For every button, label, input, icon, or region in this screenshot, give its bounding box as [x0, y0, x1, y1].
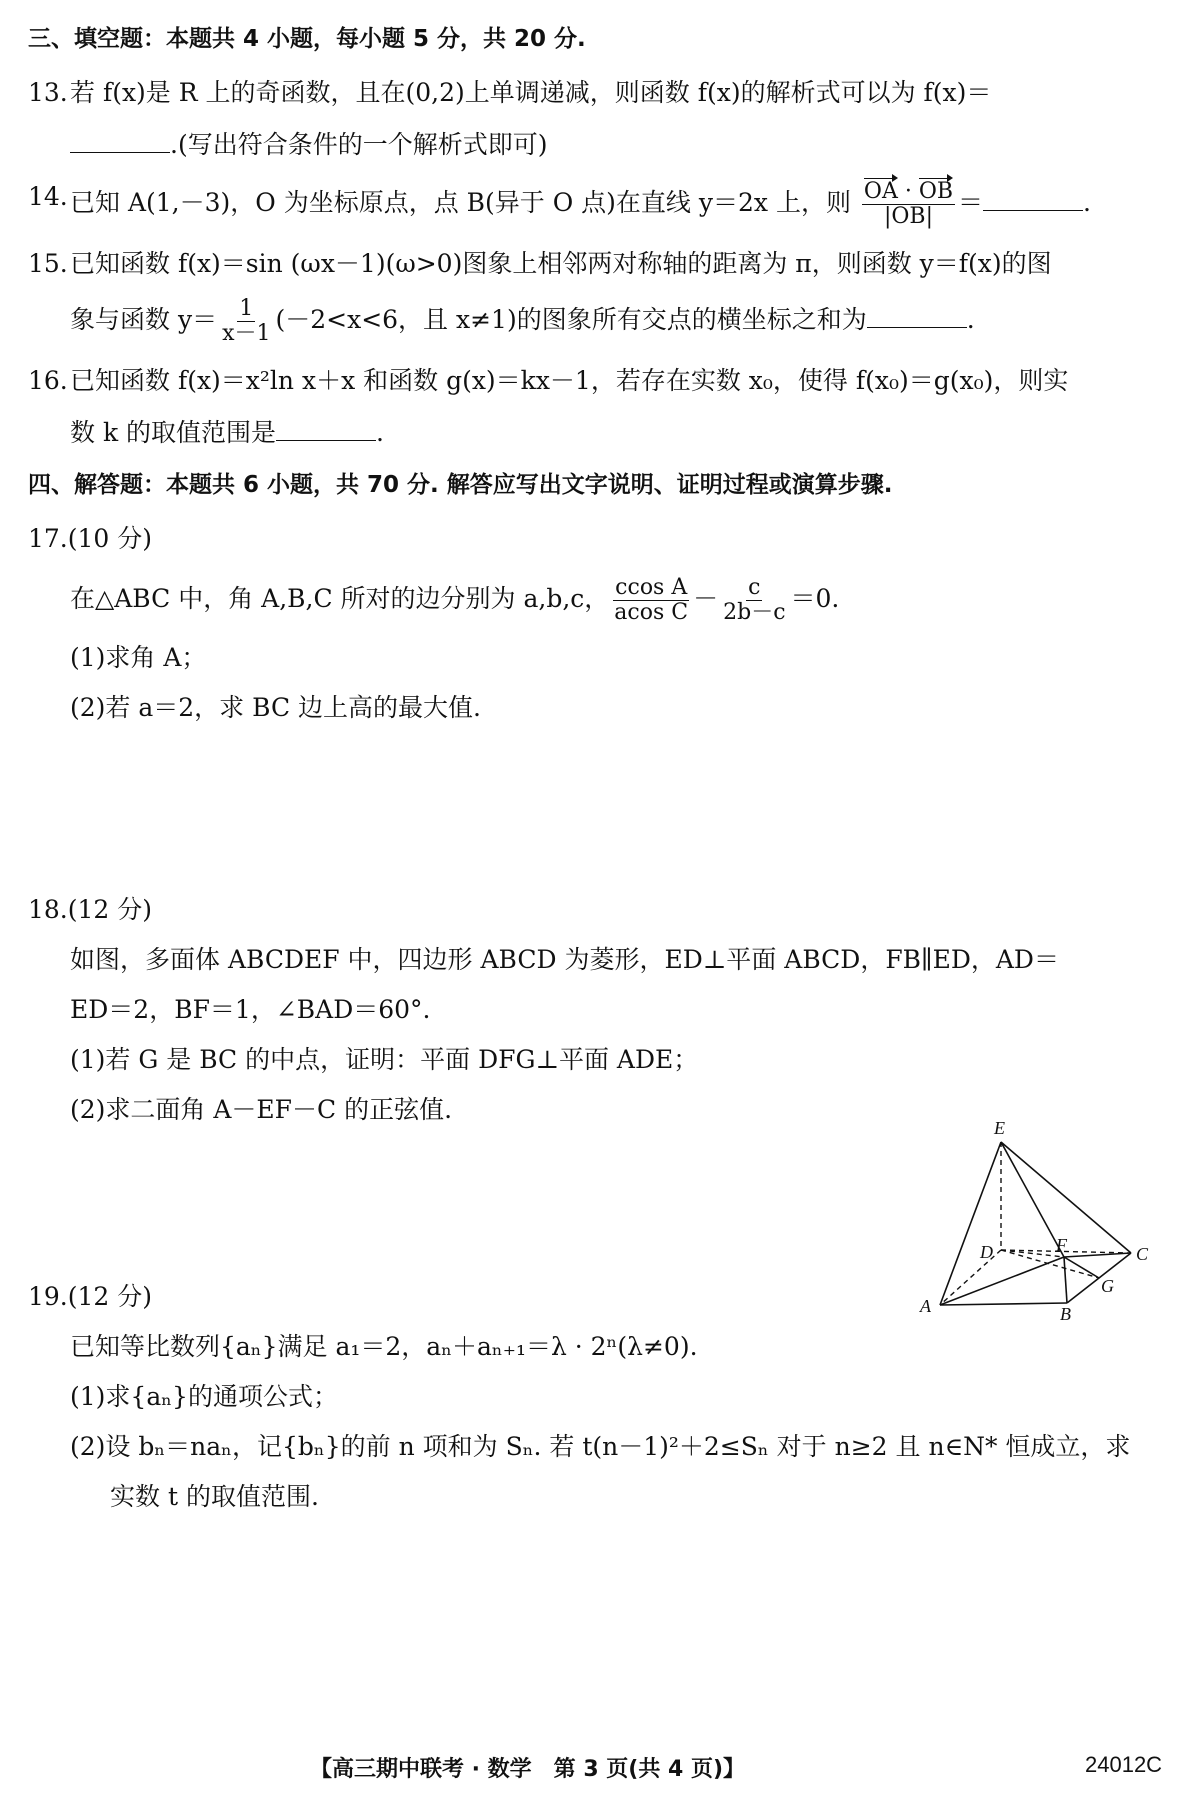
q17-stem-end: ＝0.	[790, 584, 840, 613]
vector-ob-magnitude: |OB|	[883, 204, 933, 229]
fraction-denominator: 2b－c	[723, 600, 786, 625]
question-number: 16.	[28, 366, 68, 395]
edge-fb	[1064, 1257, 1067, 1303]
answer-blank	[867, 301, 967, 328]
q17-stem: 在△ABC 中，角 A,B,C 所对的边分别为 a,b,c，	[70, 584, 610, 613]
vector-fraction	[862, 180, 955, 229]
dot-operator: ·	[897, 179, 919, 204]
q13-text: 若 f(x)是 R 上的奇函数，且在(0,2)上单调递减，则函数 f(x)的解析式可以为 f(x)＝	[70, 78, 992, 107]
question-number: 18.	[28, 895, 68, 924]
q18-part1: (1)若 G 是 BC 的中点，证明：平面 DFG⊥平面 ADE；	[70, 1045, 699, 1074]
q15-line1: 已知函数 f(x)＝sin (ωx－1)(ω>0)图象上相邻两对称轴的距离为 π，则函数 y＝f(x)的图	[70, 249, 1052, 278]
question-number: 17.	[28, 524, 68, 553]
question-number: 15.	[28, 249, 68, 278]
question-15: 15. 已知函数 f(x)＝sin (ωx－1)(ω>0)图象上相邻两对称轴的距离为 π，则函数 y＝f(x)的图 象与函数 y＝ $\frac{1}{x-1}$ (－2<x<6，且 x≠1)的图象所有交点的横坐标之和为 .	[28, 249, 1052, 346]
answer-space	[28, 743, 1170, 893]
q18-part2: (2)求二面角 A－EF－C 的正弦值.	[70, 1095, 453, 1124]
edge-ae	[940, 1142, 1001, 1305]
minus-sign: －	[693, 584, 719, 613]
question-score: (12 分)	[67, 895, 153, 924]
q18-line2: ED＝2，BF＝1，∠BAD＝60°.	[70, 995, 431, 1024]
q17-part1: (1)求角 A；	[70, 643, 207, 672]
q13-note: .(写出符合条件的一个解析式即可)	[170, 130, 548, 159]
edge-ef	[1001, 1142, 1064, 1257]
label-g: G	[1101, 1276, 1114, 1296]
answer-blank	[276, 414, 376, 441]
edge-dg-hidden	[1001, 1250, 1099, 1278]
footer-title: 【高三期中联考 · 数学 第 3 页(共 4 页)】	[310, 1757, 746, 1782]
question-13	[28, 76, 1170, 162]
question-14: 14. 已知 A(1,－3)，O 为坐标原点，点 B(异于 O 点)在直线 y＝2x 上，则 $\frac{OA \cdot OB}{|OB|}$ ＝ .	[28, 179, 1091, 229]
fraction-numerator: c	[748, 575, 761, 600]
q18-line1: 如图，多面体 ABCDEF 中，四边形 ABCD 为菱形，ED⊥平面 ABCD，FB∥ED，AD＝	[70, 945, 1059, 974]
side-fraction	[721, 576, 787, 625]
section-fill-in-heading: 三、填空题：本题共 4 小题，每小题 5 分，共 20 分.	[28, 26, 586, 52]
answer-blank	[70, 126, 170, 153]
question-16: 16. 已知函数 f(x)＝x²ln x＋x 和函数 g(x)＝kx－1，若存在实数 x₀，使得 f(x₀)＝g(x₀)，则实 数 k 的取值范围是 .	[28, 366, 1069, 447]
fraction-denominator: acos C	[614, 600, 689, 625]
q19-part1: (1)求{aₙ}的通项公式；	[70, 1382, 338, 1411]
question-18	[28, 893, 1170, 1127]
label-b: B	[1060, 1304, 1071, 1320]
question-score: (10 分)	[67, 524, 153, 553]
q16-line1: 已知函数 f(x)＝x²ln x＋x 和函数 g(x)＝kx－1，若存在实数 x₀，使得 f(x₀)＝g(x₀)，则实	[70, 366, 1069, 395]
fraction-numerator: 1	[239, 296, 254, 321]
fraction-numerator: ccos A	[615, 575, 688, 600]
function-fraction	[220, 297, 272, 346]
label-a: A	[920, 1296, 931, 1316]
equals-sign: ＝	[958, 188, 984, 217]
question-number: 19.	[28, 1282, 68, 1311]
vector-oa: OA	[863, 179, 898, 204]
exam-code: 24012C	[1085, 1752, 1163, 1777]
label-f: F	[1056, 1235, 1067, 1255]
section-answer-heading: 四、解答题：本题共 6 小题，共 70 分. 解答应写出文字说明、证明过程或演算步骤.	[28, 472, 893, 498]
question-score: (12 分)	[67, 1282, 153, 1311]
q16-line2: 数 k 的取值范围是	[70, 418, 277, 447]
edge-ab	[940, 1303, 1067, 1305]
vector-ob: OB	[918, 179, 954, 204]
edge-fg	[1064, 1257, 1099, 1278]
q19-part2b: 实数 t 的取值范围.	[110, 1482, 319, 1511]
q19-stem: 已知等比数列{aₙ}满足 a₁＝2，aₙ＋aₙ₊₁＝λ · 2ⁿ(λ≠0).	[70, 1332, 698, 1361]
edge-af	[940, 1257, 1064, 1305]
q15-line2a: 象与函数 y＝	[70, 305, 218, 334]
question-17	[28, 522, 1170, 725]
fraction-denominator: x－1	[222, 321, 271, 346]
answer-blank	[983, 184, 1083, 211]
q15-line2b: (－2<x<6，且 x≠1)的图象所有交点的横坐标之和为	[275, 305, 867, 334]
q14-text: 已知 A(1,－3)，O 为坐标原点，点 B(异于 O 点)在直线 y＝2x 上，则	[70, 188, 851, 217]
label-d: D	[980, 1242, 993, 1262]
cos-fraction	[612, 576, 690, 625]
polyhedron-figure	[908, 1120, 1168, 1320]
q19-part2a: (2)设 bₙ＝naₙ，记{bₙ}的前 n 项和为 Sₙ. 若 t(n－1)²＋2≤Sₙ 对于 n≥2 且 n∈N* 恒成立，求	[70, 1432, 1131, 1461]
label-e: E	[994, 1120, 1005, 1138]
q17-part2: (2)若 a＝2，求 BC 边上高的最大值.	[70, 693, 481, 722]
label-c: C	[1136, 1244, 1149, 1264]
question-number: 13.	[28, 78, 68, 107]
question-number: 14.	[28, 182, 68, 211]
